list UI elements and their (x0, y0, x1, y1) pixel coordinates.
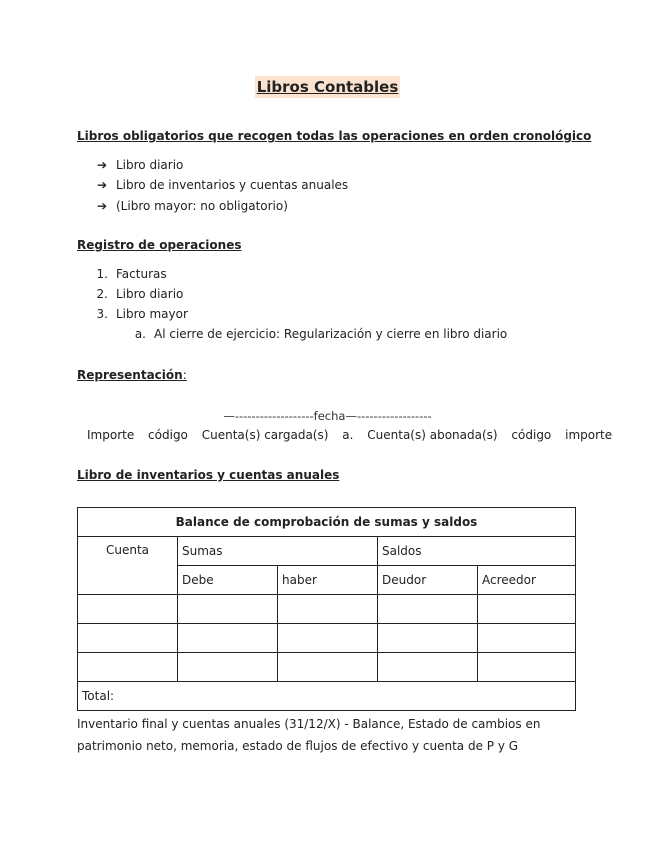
section-heading-inventarios: Libro de inventarios y cuentas anuales (77, 468, 340, 482)
representation-columns (87, 428, 622, 442)
arrow-bullet-icon: ➔ (97, 199, 108, 213)
header-haber: haber (278, 566, 378, 595)
header-saldos: Saldos (378, 537, 576, 566)
list-item: Libro diario (116, 158, 184, 172)
arrow-bullet-icon: ➔ (97, 158, 108, 172)
title-text: Libros Contables (256, 78, 399, 96)
sublist-item: Al cierre de ejercicio: Regularización y cierre en libro diario (154, 327, 508, 341)
list-item: (Libro mayor: no obligatorio) (116, 199, 288, 213)
arrow-bullet-icon: ➔ (97, 178, 108, 192)
header-deudor: Deudor (378, 566, 478, 595)
col-a: a. (342, 428, 354, 442)
list-number: 3. (96, 307, 108, 321)
col-codigo-2: código (511, 428, 552, 442)
footer-note: Inventario final y cuentas anuales (31/12/X) - Balance, Estado de cambios en patrimonio neto, memoria, estado de flujos de efectivo y cuenta de P y G (77, 717, 541, 753)
table-row (78, 653, 576, 682)
col-importe-2: importe (565, 428, 613, 442)
list-item: Libro diario (116, 287, 184, 301)
balance-table (77, 507, 576, 711)
header-acreedor: Acreedor (478, 566, 576, 595)
list-item: Libro de inventarios y cuentas anuales (116, 178, 349, 192)
col-cuenta-cargada: Cuenta(s) cargada(s) (201, 428, 329, 442)
section-heading-registro: Registro de operaciones (77, 238, 242, 252)
list-number: 2. (96, 287, 108, 301)
table-title: Balance de comprobación de sumas y saldos (78, 508, 576, 537)
list-number: 1. (96, 267, 108, 281)
section-heading-libros-obligatorios: Libros obligatorios que recogen todas las operaciones en orden cronológico (77, 129, 592, 143)
header-cuenta: Cuenta (78, 537, 178, 595)
sublist-letter: a. (134, 327, 146, 341)
col-codigo: código (148, 428, 188, 442)
table-row (78, 595, 576, 624)
list-item: Libro mayor (116, 307, 188, 321)
date-line: —-------------------fecha—------------------ (223, 409, 432, 423)
col-cuenta-abonada: Cuenta(s) abonada(s) (367, 428, 498, 442)
section-heading-representacion: Representación: (77, 368, 187, 382)
table-total: Total: (78, 682, 576, 711)
col-importe: Importe (87, 428, 135, 442)
list-item: Facturas (116, 267, 167, 281)
header-debe: Debe (178, 566, 278, 595)
page-title (0, 77, 655, 96)
table-row (78, 624, 576, 653)
header-sumas: Sumas (178, 537, 378, 566)
